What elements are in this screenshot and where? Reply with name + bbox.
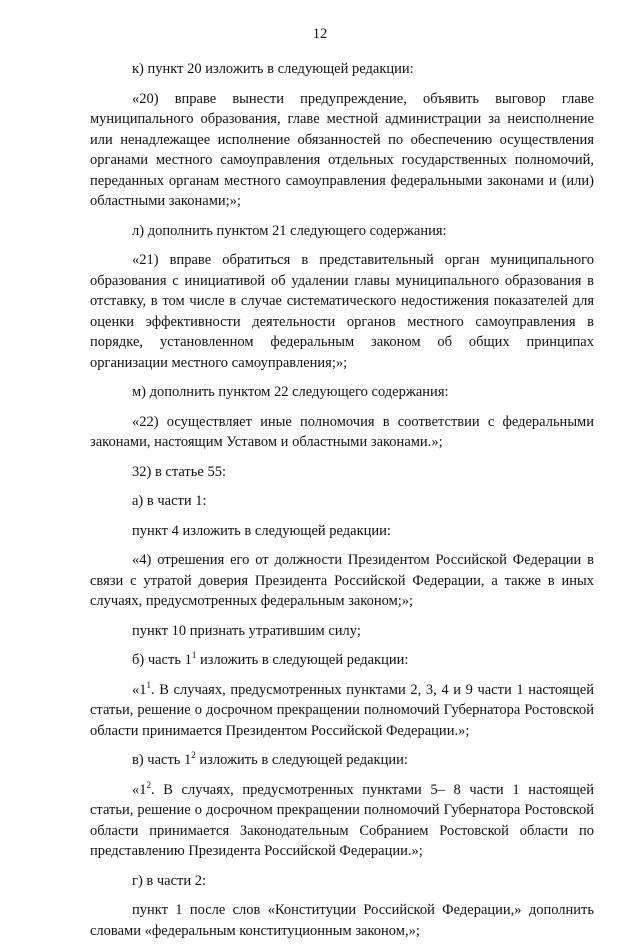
paragraph-a: а) в части 1:: [132, 493, 207, 509]
paragraph-32: 32) в статье 55:: [132, 463, 226, 480]
text-fragment: б) часть 1: [132, 652, 192, 668]
document-body: [90, 59, 594, 950]
paragraph-part-1-2: [90, 780, 594, 862]
superscript: 1: [191, 650, 197, 661]
paragraph-point-4: «4) отрешения его от должности Президентом Российской Федерации в связи с утратой доверия Президента Российской Федерации, а также в иных случаях, предусмотренных федеральным законом;»;: [90, 552, 594, 609]
paragraph-m: м) дополнить пунктом 22 следующего содержания:: [132, 384, 449, 400]
superscript: 1: [146, 679, 151, 690]
text-fragment: . В случаях, предусмотренных пунктами 5– 8 части 1 настоящей статьи, решение о досрочном прекращении полномочий Губернатора Ростовской области принимается Законодательным Собранием Ростовской области по представлению Президента Российской Федерации.»;: [90, 781, 594, 859]
text-fragment: изложить в следующей редакции:: [195, 752, 408, 768]
text-fragment: изложить в следующей редакции:: [196, 652, 409, 668]
paragraph-point-1: пункт 1 после слов «Конституции Российской Федерации,» дополнить словами «федеральным конституционным законом,»;: [90, 902, 594, 939]
paragraph-point-4-intro: пункт 4 изложить в следующей редакции:: [132, 522, 391, 539]
paragraph-g: г) в части 2:: [132, 872, 207, 889]
paragraph-v: [90, 750, 594, 771]
paragraph-item-20: «20) вправе вынести предупреждение, объявить выговор главе муниципального образования, главе местной администрации за неисполнение или ненадлежащее исполнение обязанностей по обеспечению осуществления органами местного самоуправления отдельных государственных полномочий, переданных органам местного самоуправления федеральными законами и (или) областными законами;»;: [90, 90, 594, 209]
paragraph-b: [90, 650, 594, 671]
text-fragment: . В случаях, предусмотренных пунктами 2, 3, 4 и 9 части 1 настоящей статьи, решение о досрочном прекращении полномочий Губернатора Ростовской области принимается Президентом Российской Федерации.»;: [90, 681, 594, 739]
text-fragment: в) часть 1: [132, 752, 192, 768]
text-fragment: «1: [132, 681, 147, 698]
text-fragment: «1: [132, 781, 147, 798]
paragraph-point-10: пункт 10 признать утратившим силу;: [132, 622, 361, 639]
page-number: 12: [312, 26, 328, 42]
paragraph-part-1-1: [90, 680, 594, 742]
paragraph-k: к) пункт 20 изложить в следующей редакции:: [132, 61, 414, 77]
superscript: 2: [191, 750, 196, 761]
paragraph-l: л) дополнить пунктом 21 следующего содержания:: [132, 222, 447, 239]
paragraph-item-21: «21) вправе обратиться в представительный орган муниципального образования с инициативой об удалении главы муниципального образования в отставку, в том числе в случае систематического недостижения показателей для оценки эффективности деятельности органов местного самоуправления в порядке, установленном федеральным законом об общих принципах организации местного самоуправления;»;: [90, 252, 594, 371]
superscript: 2: [146, 779, 151, 790]
paragraph-item-22: «22) осуществляет иные полномочия в соответствии с федеральными законами, настоящим Уставом и областными законами.»;: [90, 413, 594, 450]
